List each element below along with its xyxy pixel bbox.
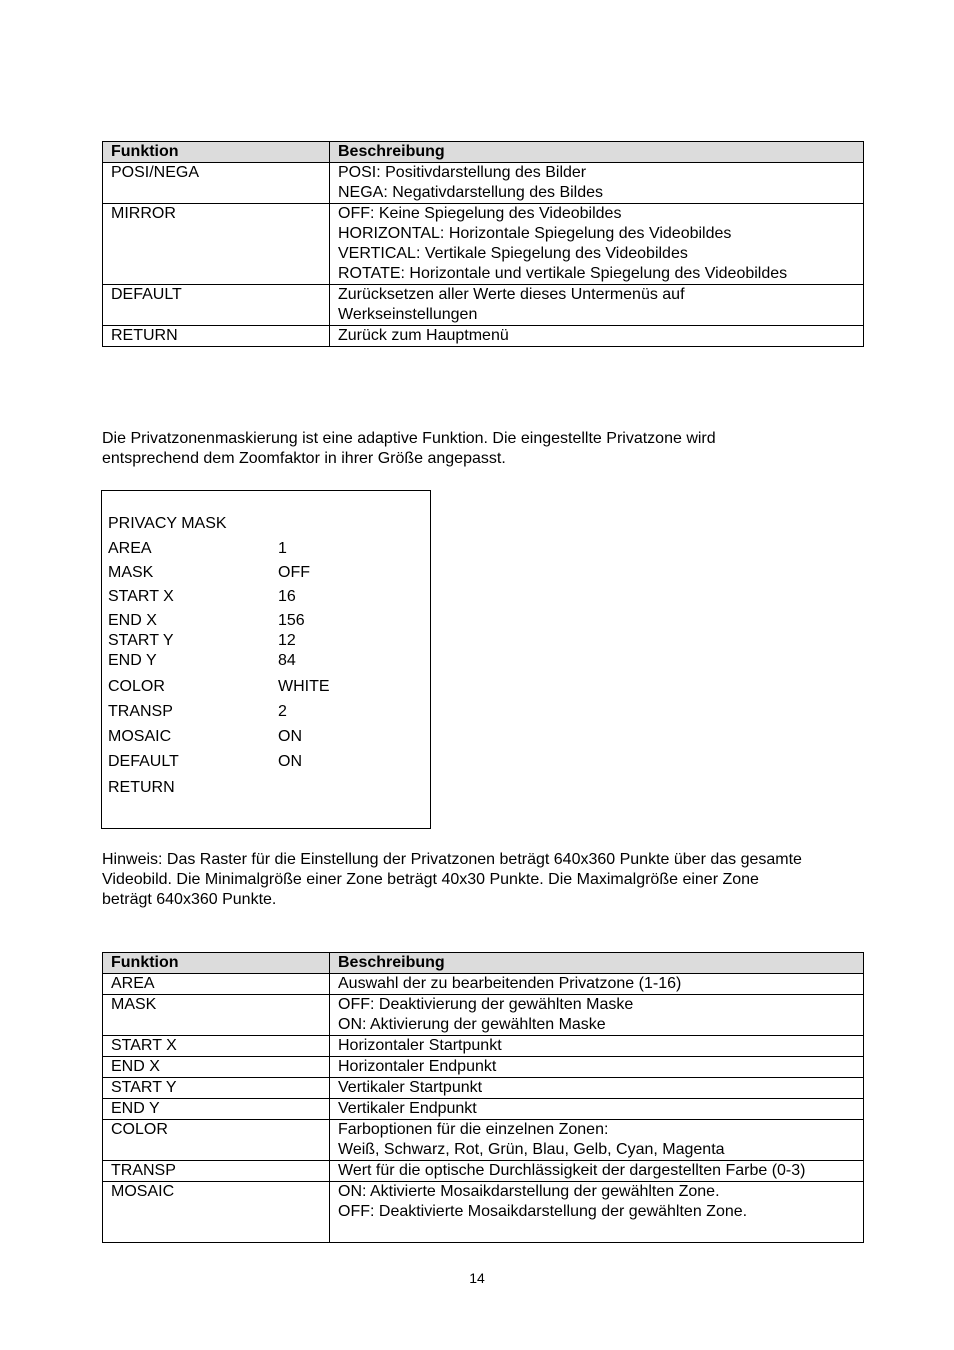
row-function: RETURN	[103, 326, 330, 347]
table-row	[103, 1099, 864, 1120]
row-description	[330, 1120, 864, 1161]
menu-item-value: ON	[278, 753, 302, 770]
menu-item-label: END Y	[108, 652, 157, 669]
privacy-mask-menu	[101, 490, 431, 829]
note-line: Videobild. Die Minimalgröße einer Zone beträgt 40x30 Punkte. Die Maximalgröße einer Zone	[102, 871, 759, 888]
header-funktion: Funktion	[103, 142, 330, 163]
intro-line: entsprechend dem Zoomfaktor in ihrer Größe angepasst.	[102, 450, 506, 467]
table-header-row	[103, 953, 864, 974]
description-line: Horizontaler Endpunkt	[338, 1058, 497, 1075]
menu-item-label: START X	[108, 588, 174, 605]
row-function: MASK	[103, 995, 330, 1036]
function-table-privacy-mask	[102, 952, 864, 1243]
row-description	[330, 163, 864, 204]
table-row	[103, 974, 864, 995]
intro-line: Die Privatzonenmaskierung ist eine adaptive Funktion. Die eingestellte Privatzone wird	[102, 430, 716, 447]
table-row	[103, 1161, 864, 1182]
row-description	[330, 326, 864, 347]
menu-item-color	[108, 677, 408, 697]
menu-item-default	[108, 752, 408, 772]
table-row	[103, 1078, 864, 1099]
row-description	[330, 995, 864, 1036]
row-description	[330, 285, 864, 326]
description-line: POSI: Positivdarstellung des Bilder	[338, 164, 587, 181]
menu-item-label: RETURN	[108, 779, 175, 796]
table-row	[103, 1120, 864, 1161]
menu-item-mosaic	[108, 727, 408, 747]
table-row	[103, 1182, 864, 1243]
menu-item-value: WHITE	[278, 678, 330, 695]
description-line: Farboptionen für die einzelnen Zonen:	[338, 1121, 609, 1138]
table-row	[103, 326, 864, 347]
description-line: Zurücksetzen aller Werte dieses Untermenüs auf	[338, 286, 685, 303]
menu-item-value: 16	[278, 588, 296, 605]
function-table-mirror	[102, 141, 864, 347]
table-row	[103, 285, 864, 326]
menu-item-end-x	[108, 611, 408, 631]
description-line: VERTICAL: Vertikale Spiegelung des Videobildes	[338, 245, 688, 262]
row-function: START Y	[103, 1078, 330, 1099]
page-number: 14	[469, 1270, 485, 1286]
row-description	[330, 1182, 864, 1243]
menu-item-value: 12	[278, 632, 296, 649]
row-function: MIRROR	[103, 204, 330, 285]
row-description	[330, 1078, 864, 1099]
description-line: Horizontaler Startpunkt	[338, 1037, 502, 1054]
menu-item-value: OFF	[278, 564, 310, 581]
row-function: START X	[103, 1036, 330, 1057]
menu-item-label: START Y	[108, 632, 174, 649]
note-line: Hinweis: Das Raster für die Einstellung der Privatzonen beträgt 640x360 Punkte über das gesamte	[102, 851, 802, 868]
table-row	[103, 1057, 864, 1078]
description-line: OFF: Deaktivierung der gewählten Maske	[338, 996, 634, 1013]
menu-item-value: 1	[278, 540, 287, 557]
description-line: Werkseinstellungen	[338, 306, 478, 323]
description-line: HORIZONTAL: Horizontale Spiegelung des Videobildes	[338, 225, 732, 242]
menu-title: PRIVACY MASK	[108, 515, 227, 532]
description-line: Weiß, Schwarz, Rot, Grün, Blau, Gelb, Cyan, Magenta	[338, 1141, 725, 1158]
row-description	[330, 1099, 864, 1120]
row-function: COLOR	[103, 1120, 330, 1161]
description-line: Vertikaler Startpunkt	[338, 1079, 483, 1096]
header-beschreibung: Beschreibung	[330, 953, 864, 974]
header-funktion: Funktion	[103, 953, 330, 974]
note-line: beträgt 640x360 Punkte.	[102, 891, 277, 908]
menu-item-value: 156	[278, 612, 305, 629]
description-line: Zurück zum Hauptmenü	[338, 327, 509, 344]
menu-item-label: MASK	[108, 564, 154, 581]
row-description	[330, 1036, 864, 1057]
menu-item-label: DEFAULT	[108, 753, 179, 770]
description-line: Vertikaler Endpunkt	[338, 1100, 477, 1117]
menu-item-return	[108, 778, 408, 798]
menu-item-start-x	[108, 587, 408, 607]
description-line: Wert für die optische Durchlässigkeit der dargestellten Farbe (0-3)	[338, 1162, 806, 1179]
menu-item-label: AREA	[108, 540, 152, 557]
menu-item-label: TRANSP	[108, 703, 173, 720]
table-row	[103, 1036, 864, 1057]
row-function: DEFAULT	[103, 285, 330, 326]
row-description	[330, 1161, 864, 1182]
header-beschreibung: Beschreibung	[330, 142, 864, 163]
row-function: TRANSP	[103, 1161, 330, 1182]
menu-item-label: MOSAIC	[108, 728, 172, 745]
row-description	[330, 1057, 864, 1078]
menu-item-transp	[108, 702, 408, 722]
description-line: OFF: Deaktivierte Mosaikdarstellung der gewählten Zone.	[338, 1203, 748, 1220]
description-line: OFF: Keine Spiegelung des Videobildes	[338, 205, 622, 222]
row-function: POSI/NEGA	[103, 163, 330, 204]
menu-item-end-y	[108, 651, 408, 671]
row-function: MOSAIC	[103, 1182, 330, 1243]
menu-item-start-y	[108, 631, 408, 651]
row-description	[330, 204, 864, 285]
menu-item-value: ON	[278, 728, 302, 745]
note-paragraph	[102, 850, 892, 910]
row-function: END X	[103, 1057, 330, 1078]
row-function: END Y	[103, 1099, 330, 1120]
menu-item-area	[108, 539, 408, 559]
description-line: ROTATE: Horizontale und vertikale Spiegelung des Videobildes	[338, 265, 788, 282]
description-line: ON: Aktivierung der gewählten Maske	[338, 1016, 606, 1033]
table-row	[103, 163, 864, 204]
menu-item-mask	[108, 563, 408, 583]
menu-item-value: 84	[278, 652, 296, 669]
menu-item-label: END X	[108, 612, 157, 629]
table-header-row	[103, 142, 864, 163]
description-line: NEGA: Negativdarstellung des Bildes	[338, 184, 604, 201]
menu-item-value: 2	[278, 703, 287, 720]
table-row	[103, 204, 864, 285]
row-function: AREA	[103, 974, 330, 995]
description-line: Auswahl der zu bearbeitenden Privatzone (1-16)	[338, 975, 682, 992]
table-row	[103, 995, 864, 1036]
intro-paragraph	[102, 429, 892, 469]
row-description	[330, 974, 864, 995]
description-line: ON: Aktivierte Mosaikdarstellung der gewählten Zone.	[338, 1183, 720, 1200]
menu-item-label: COLOR	[108, 678, 165, 695]
